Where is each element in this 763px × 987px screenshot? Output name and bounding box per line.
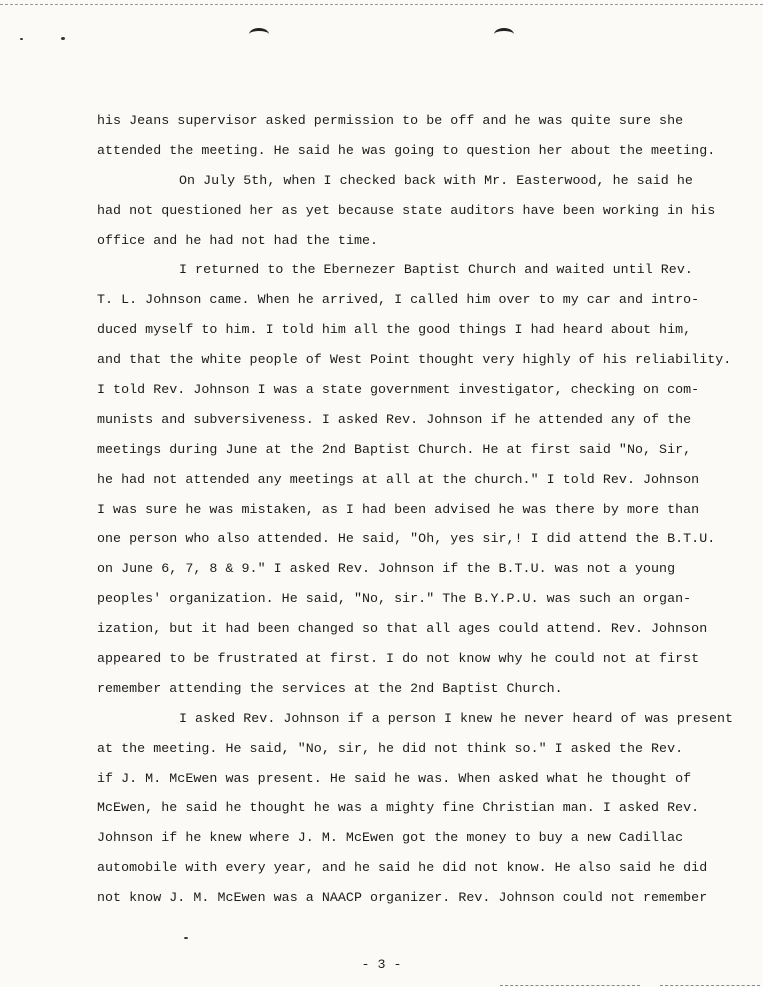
text-line: munists and subversiveness. I asked Rev. Johnson if he attended any of the xyxy=(97,411,692,427)
typed-letter-body xyxy=(97,106,734,913)
text-line: office and he had not had the time. xyxy=(97,232,379,248)
text-line: McEwen, he said he thought he was a mighty fine Christian man. I asked Rev. xyxy=(97,800,700,816)
text-line: if J. M. McEwen was present. He said he was. When asked what he thought of xyxy=(97,770,692,786)
text-line: on June 6, 7, 8 & 9." I asked Rev. Johnson if the B.T.U. was not a young xyxy=(97,561,676,577)
text-line: he had not attended any meetings at all at the church." I told Rev. Johnson xyxy=(97,471,700,487)
page-top-edge xyxy=(0,4,763,5)
punch-mark-right xyxy=(494,28,514,41)
text-line: ization, but it had been changed so that all ages could attend. Rev. Johnson xyxy=(97,621,708,637)
text-line: one person who also attended. He said, "Oh, yes sir,! I did attend the B.T.U. xyxy=(97,531,716,547)
text-line: meetings during June at the 2nd Baptist Church. He at first said "No, Sir, xyxy=(97,441,692,457)
text-line: duced myself to him. I told him all the good things I had heard about him, xyxy=(97,322,692,338)
text-line: not know J. M. McEwen was a NAACP organizer. Rev. Johnson could not remember xyxy=(97,890,708,906)
footer-rule xyxy=(500,985,640,986)
text-line: I asked Rev. Johnson if a person I knew he never heard of was present xyxy=(179,710,734,726)
text-line: I returned to the Ebernezer Baptist Church and waited until Rev. xyxy=(179,262,693,278)
scan-speck xyxy=(184,937,188,939)
text-line: attended the meeting. He said he was going to question her about the meeting. xyxy=(97,142,716,158)
text-line: at the meeting. He said, "No, sir, he did not think so." I asked the Rev. xyxy=(97,740,684,756)
text-line: On July 5th, when I checked back with Mr. Easterwood, he said he xyxy=(179,172,693,188)
text-line: peoples' organization. He said, "No, sir." The B.Y.P.U. was such an organ- xyxy=(97,591,692,607)
page-number: - 3 - xyxy=(361,957,402,972)
text-line: his Jeans supervisor asked permission to be off and he was quite sure she xyxy=(97,113,684,128)
text-line: Johnson if he knew where J. M. McEwen got the money to buy a new Cadillac xyxy=(97,830,684,846)
text-line: automobile with every year, and he said he did not know. He also said he did xyxy=(97,860,708,876)
scan-speck xyxy=(61,37,65,40)
text-line: appeared to be frustrated at first. I do not know why he could not at first xyxy=(97,651,700,667)
text-line: I told Rev. Johnson I was a state government investigator, checking on com- xyxy=(97,382,700,398)
footer-rule xyxy=(660,985,760,986)
text-line: and that the white people of West Point thought very highly of his reliability. xyxy=(97,352,732,368)
scan-speck xyxy=(20,38,23,40)
text-line: had not questioned her as yet because state auditors have been working in his xyxy=(97,202,716,218)
text-line: T. L. Johnson came. When he arrived, I called him over to my car and intro- xyxy=(97,292,700,308)
punch-mark-left xyxy=(249,28,269,41)
text-line: I was sure he was mistaken, as I had been advised he was there by more than xyxy=(97,501,700,517)
text-line: remember attending the services at the 2nd Baptist Church. xyxy=(97,680,563,696)
